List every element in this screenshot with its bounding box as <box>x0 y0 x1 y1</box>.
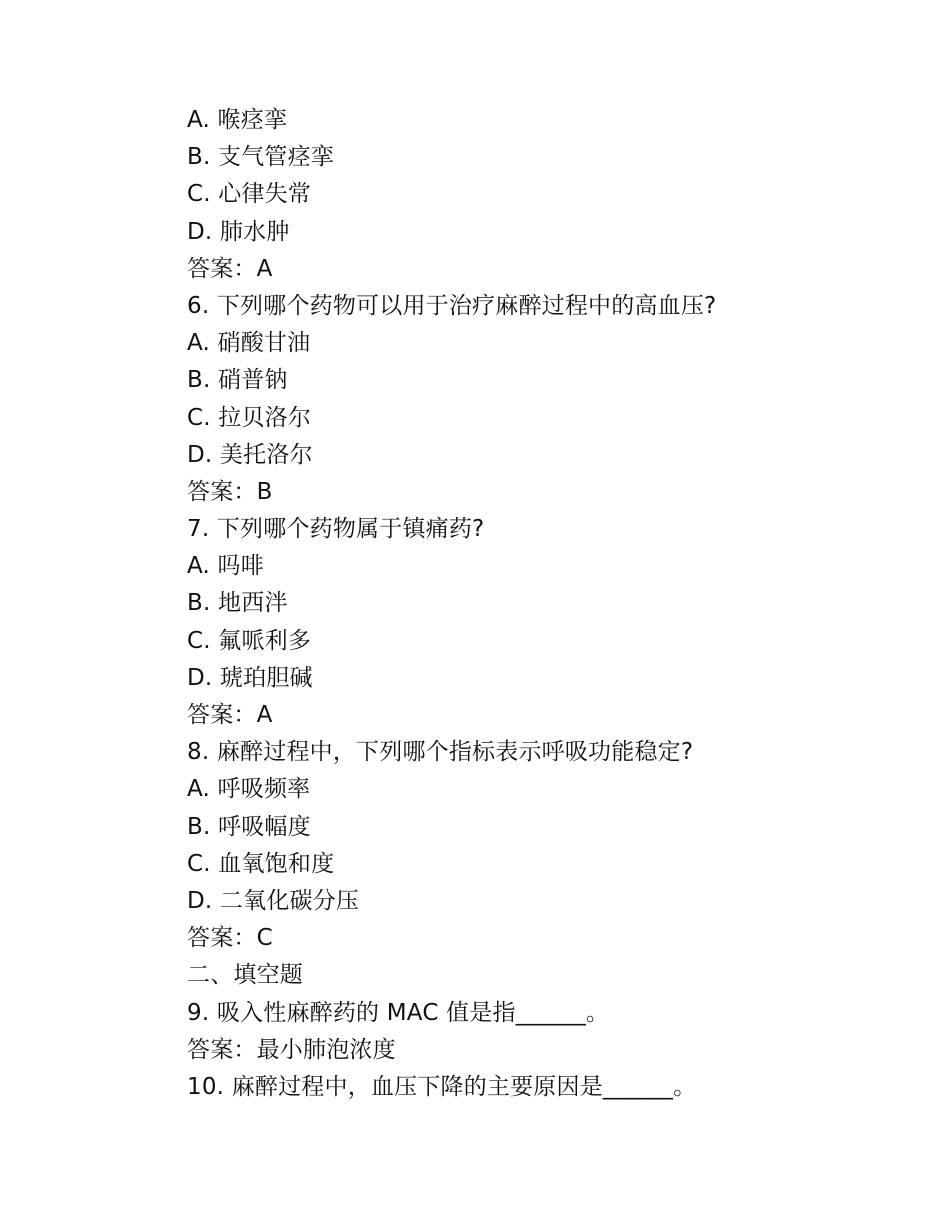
option-line: A. 喉痉挛 <box>187 107 288 133</box>
option-line: B. 硝普钠 <box>187 367 288 394</box>
section-heading: 二、填空题 <box>187 962 303 989</box>
question-line: 9. 吸入性麻醉药的 MAC 值是指______。 <box>187 999 610 1026</box>
question-line: 7. 下列哪个药物属于镇痛药? <box>187 516 485 543</box>
answer-line: 答案：最小肺泡浓度 <box>187 1036 396 1063</box>
option-line: A. 呼吸频率 <box>187 776 311 803</box>
option-line: C. 血氧饱和度 <box>187 850 335 877</box>
answer-line: 答案：B <box>187 478 273 505</box>
option-line: D. 二氧化碳分压 <box>187 887 360 914</box>
question-line: 6. 下列哪个药物可以用于治疗麻醉过程中的高血压? <box>187 292 717 319</box>
option-line: D. 琥珀胆碱 <box>187 664 313 691</box>
document-body <box>187 102 887 1106</box>
option-line: B. 支气管痉挛 <box>187 144 335 171</box>
option-line: C. 拉贝洛尔 <box>187 404 312 431</box>
answer-line: 答案：A <box>187 702 273 728</box>
option-line: C. 氟哌利多 <box>187 627 312 654</box>
option-line: B. 呼吸幅度 <box>187 813 311 840</box>
option-line: B. 地西泮 <box>187 590 288 617</box>
option-line: D. 肺水肿 <box>187 218 290 245</box>
option-line: A. 吗啡 <box>187 553 264 580</box>
option-line: C. 心律失常 <box>187 181 312 208</box>
question-line: 10. 麻醉过程中，血压下降的主要原因是______。 <box>187 1073 697 1100</box>
option-line: D. 美托洛尔 <box>187 441 313 468</box>
answer-line: 答案：A <box>187 255 273 282</box>
answer-line: 答案：C <box>187 925 273 952</box>
option-line: A. 硝酸甘油 <box>187 330 311 357</box>
question-line: 8. 麻醉过程中，下列哪个指标表示呼吸功能稳定? <box>187 739 694 766</box>
